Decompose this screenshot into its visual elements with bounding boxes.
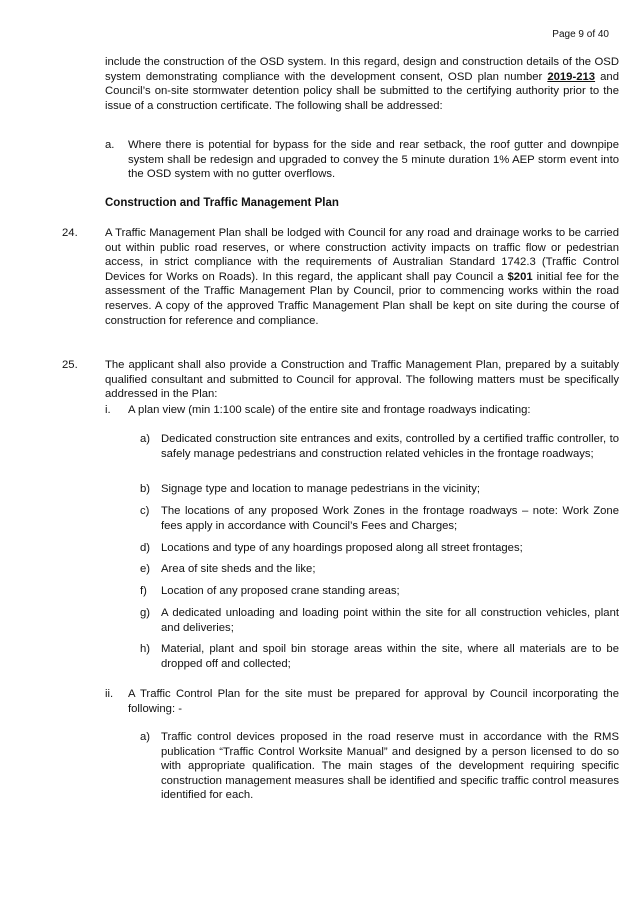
sub-item-label: h) [140, 643, 151, 655]
sub-item-label: b) [140, 483, 151, 495]
sub-item-text: Area of site sheds and the like; [161, 563, 316, 575]
condition-24-text [105, 226, 619, 328]
osd-item-a-label: a. [105, 139, 115, 151]
sub-item-text: Dedicated construction site entrances and exits, controlled by a certified traffic controller, to safely manage pedestrians and construction related vehicles in the frontage roadways; [161, 433, 619, 460]
sub-item-text: Locations and type of any hoardings proposed along all street frontages; [161, 542, 523, 554]
sub-item-text: Material, plant and spoil bin storage areas within the site, where all materials are to be dropped off and collected; [161, 643, 619, 670]
condition-25-text: The applicant shall also provide a Construction and Traffic Management Plan, prepared by a suitably qualified consultant and submitted to Council for approval. The following matters must be specifically addressed in the Plan: [105, 359, 619, 401]
sub-item-label: f) [140, 585, 147, 597]
sub-item-text: A dedicated unloading and loading point within the site for all construction vehicles, plant and deliveries; [161, 607, 619, 634]
osd-intro-after: and Council’s on-site stormwater detention policy shall be submitted to the certifying authority prior to the issue of a construction certificate. The following shall be addressed: [105, 70, 619, 112]
item-ii-a-text: Traffic control devices proposed in the road reserve must in accordance with the RMS publication “Traffic Control Worksite Manual” and designed by a person licensed to do so with appropriate qualification. The main stages of the development requiring specific construction management measures shall be identified and specific traffic control measures identified for each. [161, 731, 619, 802]
item-ii-text: A Traffic Control Plan for the site must be prepared for approval by Council incorporating the following: - [128, 688, 619, 715]
sub-item-label: e) [140, 563, 151, 575]
sub-item-text: The locations of any proposed Work Zones in the frontage roadways – note: Work Zone fees apply in accordance with Council’s Fees and Charges; [161, 505, 619, 532]
sub-item-label: d) [140, 542, 151, 554]
sub-item-text: Location of any proposed crane standing areas; [161, 585, 400, 597]
sub-item-label: g) [140, 607, 151, 619]
condition-24-after: initial fee for the assessment of the Traffic Management Plan by Council, prior to commencing works within the road reserves. A copy of the approved Traffic Management Plan shall be kept on site during the course of construction for reference and compliance. [105, 270, 619, 327]
condition-24-before: A Traffic Management Plan shall be lodged with Council for any road and drainage works to be carried out within public road reserves, or where construction activity impacts on traffic flow or pedestrian access, in strict compliance with the requirements of Australian Standard 1742.3 (Traffic Control Devices for Works on Roads). In this regard, the applicant shall pay Council a [105, 227, 619, 283]
item-ii-label: ii. [105, 688, 114, 700]
osd-item-a-text: Where there is potential for bypass for the side and rear setback, the roof gutter and downpipe system shall be redesign and upgraded to convey the 5 minute duration 1% AEP storm event into the OSD system with no gutter overflows. [128, 139, 619, 181]
sub-item-text: Signage type and location to manage pedestrians in the vicinity; [161, 483, 481, 495]
section-heading: Construction and Traffic Management Plan [105, 197, 339, 209]
osd-plan-number: 2019-213 [547, 70, 596, 83]
item-ii-a-label: a) [140, 731, 151, 743]
sub-item-label: c) [140, 505, 150, 517]
condition-24-number: 24. [62, 227, 78, 239]
sub-item-label: a) [140, 433, 151, 445]
condition-25-number: 25. [62, 359, 78, 371]
osd-intro-before: include the construction of the OSD system. In this regard, design and construction details of the OSD system demonstrating compliance with the development consent, OSD plan number [105, 56, 619, 83]
item-i-label: i. [105, 404, 111, 416]
osd-intro-paragraph [105, 55, 619, 113]
page-number: Page 9 of 40 [552, 29, 609, 40]
item-i-text: A plan view (min 1:100 scale) of the entire site and frontage roadways indicating: [128, 404, 531, 416]
condition-24-fee: $201 [507, 270, 533, 283]
